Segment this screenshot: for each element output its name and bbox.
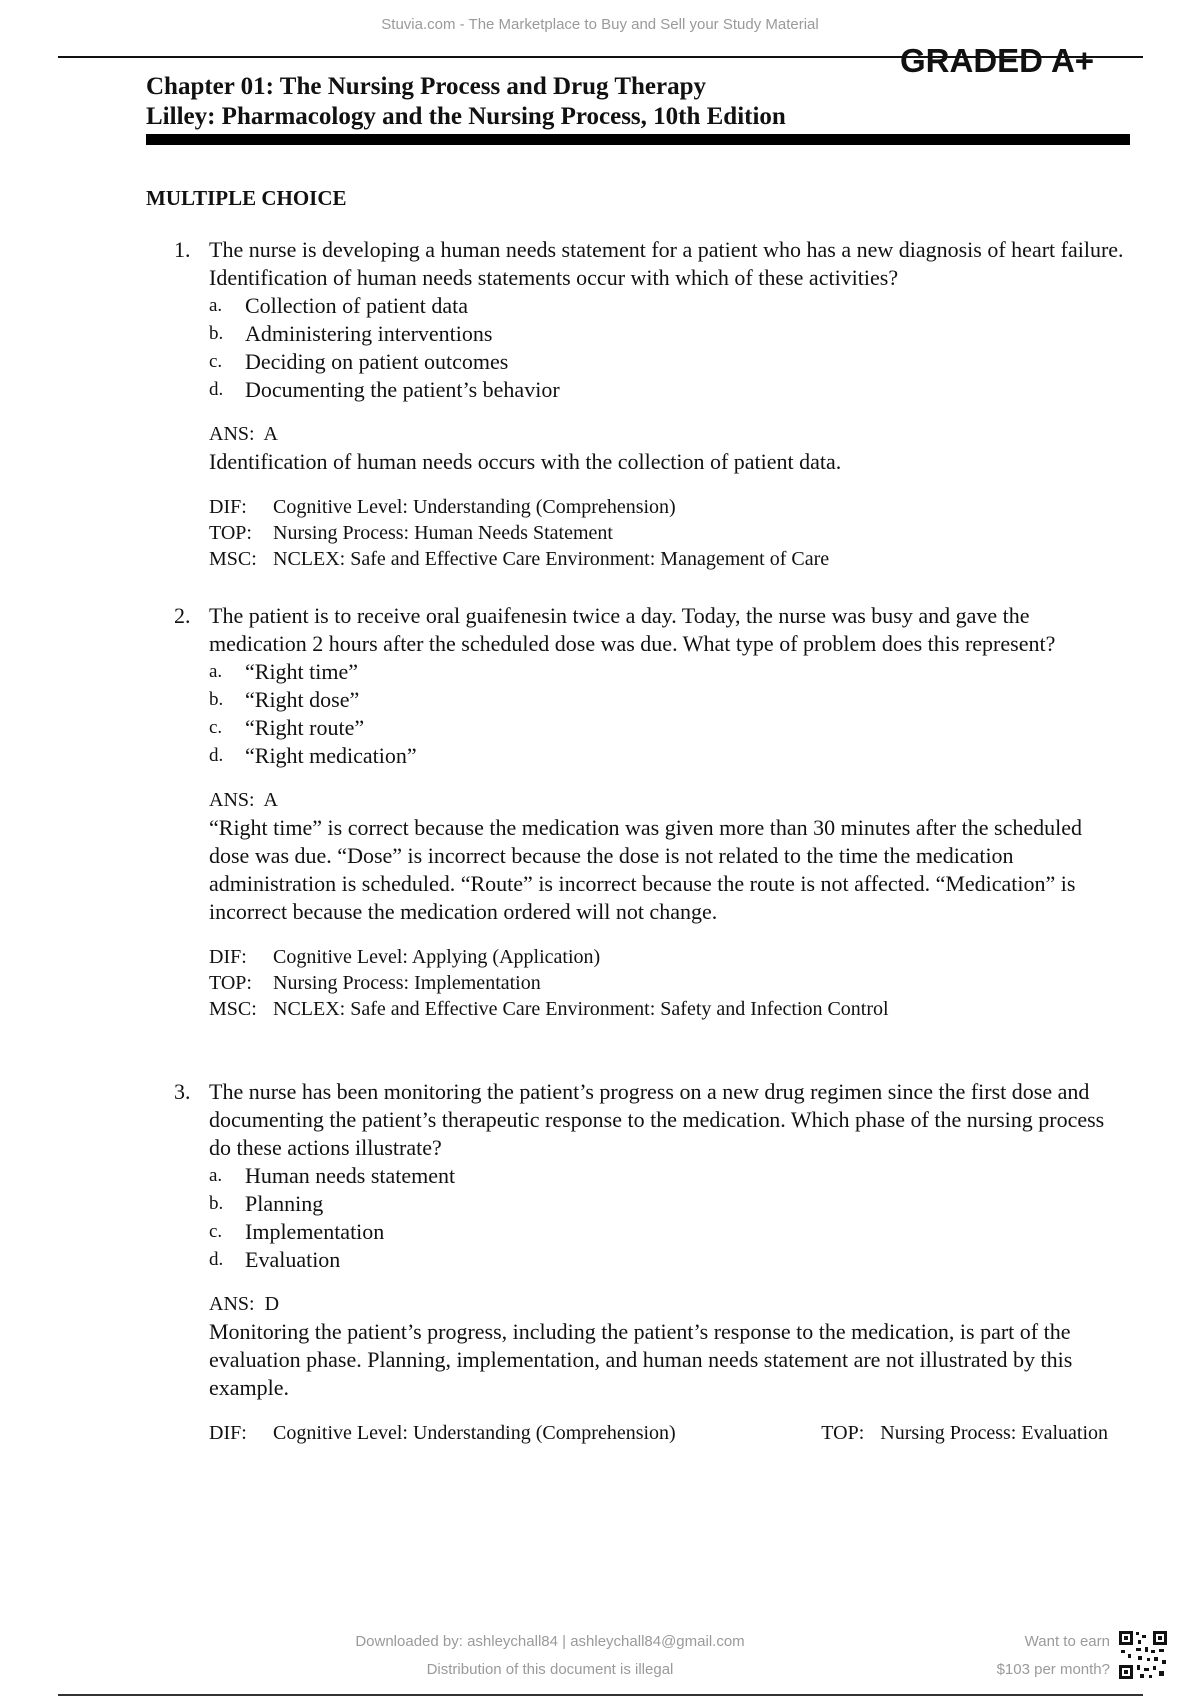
qr-code-icon[interactable] xyxy=(1118,1630,1168,1680)
option-b: b. Administering interventions xyxy=(209,321,493,346)
option-d: d. “Right medication” xyxy=(209,743,417,768)
download-notice xyxy=(300,1628,800,1684)
answer-block xyxy=(209,1290,1126,1402)
metadata xyxy=(209,1420,1126,1446)
answer-key: ANS: D xyxy=(209,1293,280,1315)
question-text: The patient is to receive oral guaifenesin twice a day. Today, the nurse was busy and gave the medication 2 hours after the scheduled dose was due. What type of problem does this represent? xyxy=(209,603,1056,656)
metadata xyxy=(209,494,1126,572)
downloaded-by: Downloaded by: ashleychall84 | ashleychall84@gmail.com xyxy=(355,1633,745,1650)
option-d: d. Evaluation xyxy=(209,1247,341,1272)
top-row: TOP: Nursing Process: Human Needs Statement xyxy=(209,522,613,544)
option-c: c. “Right route” xyxy=(209,715,365,740)
question-number: 1. xyxy=(174,237,191,262)
book-title: Lilley: Pharmacology and the Nursing Process, 10th Edition xyxy=(146,103,786,130)
option-c: c. Implementation xyxy=(209,1219,385,1244)
option-list xyxy=(209,658,1126,770)
earn-line-2: $103 per month? xyxy=(996,1661,1110,1678)
msc-row: MSC: NCLEX: Safe and Effective Care Environment: Safety and Infection Control xyxy=(209,998,889,1020)
option-list xyxy=(209,292,1126,404)
distribution-notice: Distribution of this document is illegal xyxy=(426,1661,674,1678)
footer-rule xyxy=(58,1694,1143,1696)
option-d: d. Documenting the patient’s behavior xyxy=(209,377,560,402)
section-title: MULTIPLE CHOICE xyxy=(146,186,347,210)
option-a: a. Human needs statement xyxy=(209,1163,456,1188)
earn-promo[interactable] xyxy=(960,1628,1110,1684)
answer-key: ANS: A xyxy=(209,423,278,445)
question-3 xyxy=(146,1078,1126,1446)
metadata xyxy=(209,944,1126,1022)
rationale: “Right time” is correct because the medication was given more than 30 minutes after the scheduled dose was due. “Dose” is incorrect because the dose is not related to the time the medication administration is scheduled. “Route” is incorrect because the route is not affected. “Medication” is incorrect because the medication ordered will not change. xyxy=(209,815,1082,924)
graded-stamp: GRADED A+ xyxy=(900,42,1095,79)
chapter-heading xyxy=(146,72,786,132)
msc-row: MSC: NCLEX: Safe and Effective Care Environment: Management of Care xyxy=(209,548,830,570)
question-2 xyxy=(146,602,1126,1022)
dif-top-row: DIF: Cognitive Level: Understanding (Comprehension) TOP: Nursing Process: Evaluation xyxy=(209,1422,1108,1444)
earn-line-1: Want to earn xyxy=(1024,1633,1110,1650)
dif-row: DIF: Cognitive Level: Applying (Application) xyxy=(209,946,601,968)
option-a: a. Collection of patient data xyxy=(209,293,468,318)
top-row: TOP: Nursing Process: Implementation xyxy=(209,972,541,994)
option-b: b. Planning xyxy=(209,1191,324,1216)
rationale: Identification of human needs occurs with the collection of patient data. xyxy=(209,449,842,474)
site-note: Stuvia.com - The Marketplace to Buy and Sell your Study Material xyxy=(381,16,819,33)
option-b: b. “Right dose” xyxy=(209,687,360,712)
chapter-title: Chapter 01: The Nursing Process and Drug Therapy xyxy=(146,73,707,100)
option-c: c. Deciding on patient outcomes xyxy=(209,349,509,374)
question-text: The nurse has been monitoring the patient’s progress on a new drug regimen since the first dose and documenting the patient’s therapeutic response to the medication. Which phase of the nursing process do these actions illustrate? xyxy=(209,1079,1105,1160)
question-number: 3. xyxy=(174,1079,191,1104)
rationale: Monitoring the patient’s progress, including the patient’s response to the medication, is part of the evaluation phase. Planning, implementation, and human needs statement are not illustrated by this example. xyxy=(209,1319,1073,1400)
option-a: a. “Right time” xyxy=(209,659,359,684)
option-list xyxy=(209,1162,1126,1274)
answer-block xyxy=(209,420,1126,476)
title-bar xyxy=(146,134,1130,145)
question-text: The nurse is developing a human needs statement for a patient who has a new diagnosis of heart failure. Identification of human needs statements occur with which of these activities? xyxy=(209,237,1124,290)
answer-key: ANS: A xyxy=(209,789,278,811)
question-1 xyxy=(146,236,1126,572)
dif-row: DIF: Cognitive Level: Understanding (Comprehension) xyxy=(209,496,676,518)
question-number: 2. xyxy=(174,603,191,628)
answer-block xyxy=(209,786,1126,926)
